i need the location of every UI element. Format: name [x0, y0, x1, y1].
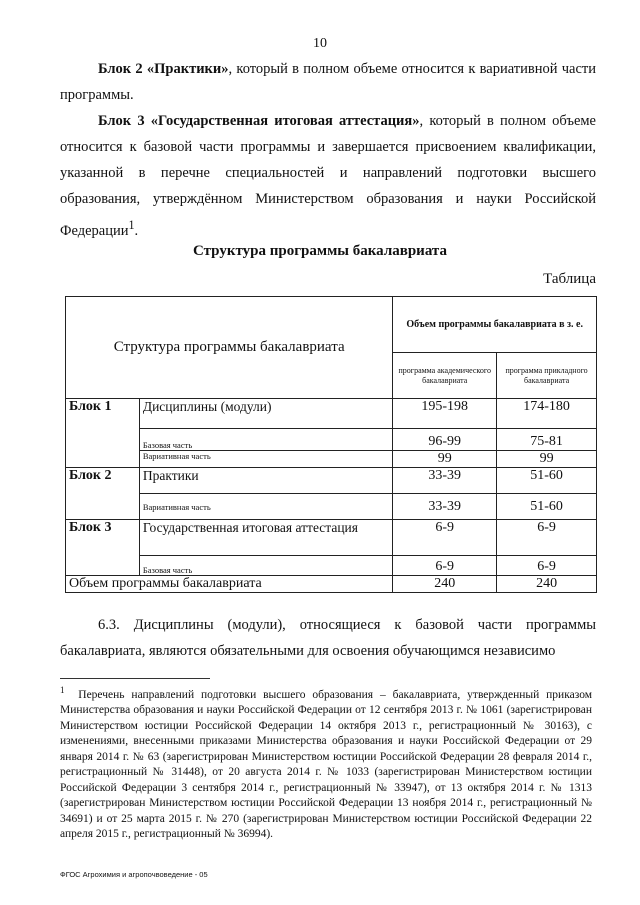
block-1-var-academic: 99	[393, 451, 497, 468]
block-1-base-academic: 96-99	[393, 429, 497, 451]
table-row	[66, 556, 597, 576]
footnote-divider	[60, 678, 210, 679]
block-2-var-academic: 33-39	[393, 494, 497, 520]
block-3-base-applied: 6-9	[497, 556, 597, 576]
block-2-var-applied: 51-60	[497, 494, 597, 520]
header-structure: Структура программы бакалавриата	[66, 297, 393, 399]
block-1-var-label: Вариативная часть	[139, 451, 392, 468]
block-1-academic: 195-198	[393, 399, 497, 429]
page-number: 10	[313, 36, 327, 51]
table-row	[66, 468, 597, 494]
block-2-academic: 33-39	[393, 468, 497, 494]
block-3-base-academic: 6-9	[393, 556, 497, 576]
block-1-applied: 174-180	[497, 399, 597, 429]
block-3-name: Государственная итоговая аттестация	[139, 520, 392, 556]
block-3-base-label: Базовая часть	[139, 556, 392, 576]
footnote	[60, 683, 592, 843]
program-structure-table	[65, 296, 597, 593]
footnote-reference: 1	[128, 218, 135, 232]
block-2-label: Блок 2	[66, 468, 140, 520]
paragraph-1-text: , который в полном объеме относится к вариативной части программы.	[60, 61, 596, 103]
paragraph-block-3	[60, 108, 596, 244]
paragraph-2-text: , который в полном объеме относится к базовой части программы и завершается присвоением квалификации, указанной в перечне специальностей и направлений подготовки высшего образования, утверждённом Министерством образования и науки Российской Федерации	[60, 113, 596, 239]
block-2-name: Практики	[139, 468, 392, 494]
block-1-name: Дисциплины (модули)	[139, 399, 392, 429]
block-1-label: Блок 1	[66, 399, 140, 468]
block-2-title: Блок 2 «Практики»	[98, 61, 229, 77]
document-footer: ФГОС Агрохимия и агропочвоведение - 05	[60, 870, 208, 879]
total-label: Объем программы бакалавриата	[66, 576, 393, 593]
header-volume: Объем программы бакалавриата в з. е.	[393, 297, 597, 353]
header-academic: программа академического бакалавриата	[393, 353, 497, 399]
total-applied: 240	[497, 576, 597, 593]
block-2-applied: 51-60	[497, 468, 597, 494]
header-applied: программа прикладного бакалавриата	[497, 353, 597, 399]
paragraph-block-2	[60, 56, 596, 108]
table-row	[66, 520, 597, 556]
footnote-mark: 1	[60, 685, 65, 695]
paragraph-6-3: 6.3. Дисциплины (модули), относящиеся к базовой части программы бакалавриата, являются обязательными для освоения обучающимся независимо	[60, 617, 596, 659]
block-1-base-applied: 75-81	[497, 429, 597, 451]
block-3-academic: 6-9	[393, 520, 497, 556]
block-3-applied: 6-9	[497, 520, 597, 556]
table-row	[66, 576, 597, 593]
block-2-var-label: Вариативная часть	[139, 494, 392, 520]
block-1-var-applied: 99	[497, 451, 597, 468]
paragraph-2-end: .	[134, 222, 139, 239]
block-3-label: Блок 3	[66, 520, 140, 576]
table-row	[66, 399, 597, 429]
footnote-text: Перечень направлений подготовки высшего образования – бакалавриата, утвержденный приказом Министерства образования и науки Российской Федерации от 12 сентября 2013 г. № 1061 (зарегистрирован Министерством юстиции Российской Федерации 14 октября 2013 г., регистрационный № 30163), с изменениями, внесенными приказами Министерства образования и науки Российской Федерации от 29 января 2014 г. № 63 (зарегистрирован Министерством юстиции Российской Федерации 28 февраля 2014 г., регистрационный № 31448), от 20 августа 2014 г. № 1033 (зарегистрирован Министерством юстиции Российской Федерации 3 сентября 2014 г., регистрационный № 33947), от 13 октября 2014 г. № 1313 (зарегистрирован Министерством юстиции Российской Федерации 13 ноября 2014 г., регистрационный № 34691) и от 25 марта 2015 г. № 270 (зарегистрирован Министерством юстиции Российской Федерации 22 апреля 2015 г., регистрационный № 36994).	[60, 688, 592, 841]
section-title: Структура программы бакалавриата	[193, 243, 447, 259]
table-row	[66, 429, 597, 451]
block-3-title: Блок 3 «Государственная итоговая аттестация»	[98, 113, 420, 129]
block-1-base-label: Базовая часть	[139, 429, 392, 451]
table-row	[66, 494, 597, 520]
table-row	[66, 451, 597, 468]
table-label: Таблица	[543, 271, 596, 287]
total-academic: 240	[393, 576, 497, 593]
